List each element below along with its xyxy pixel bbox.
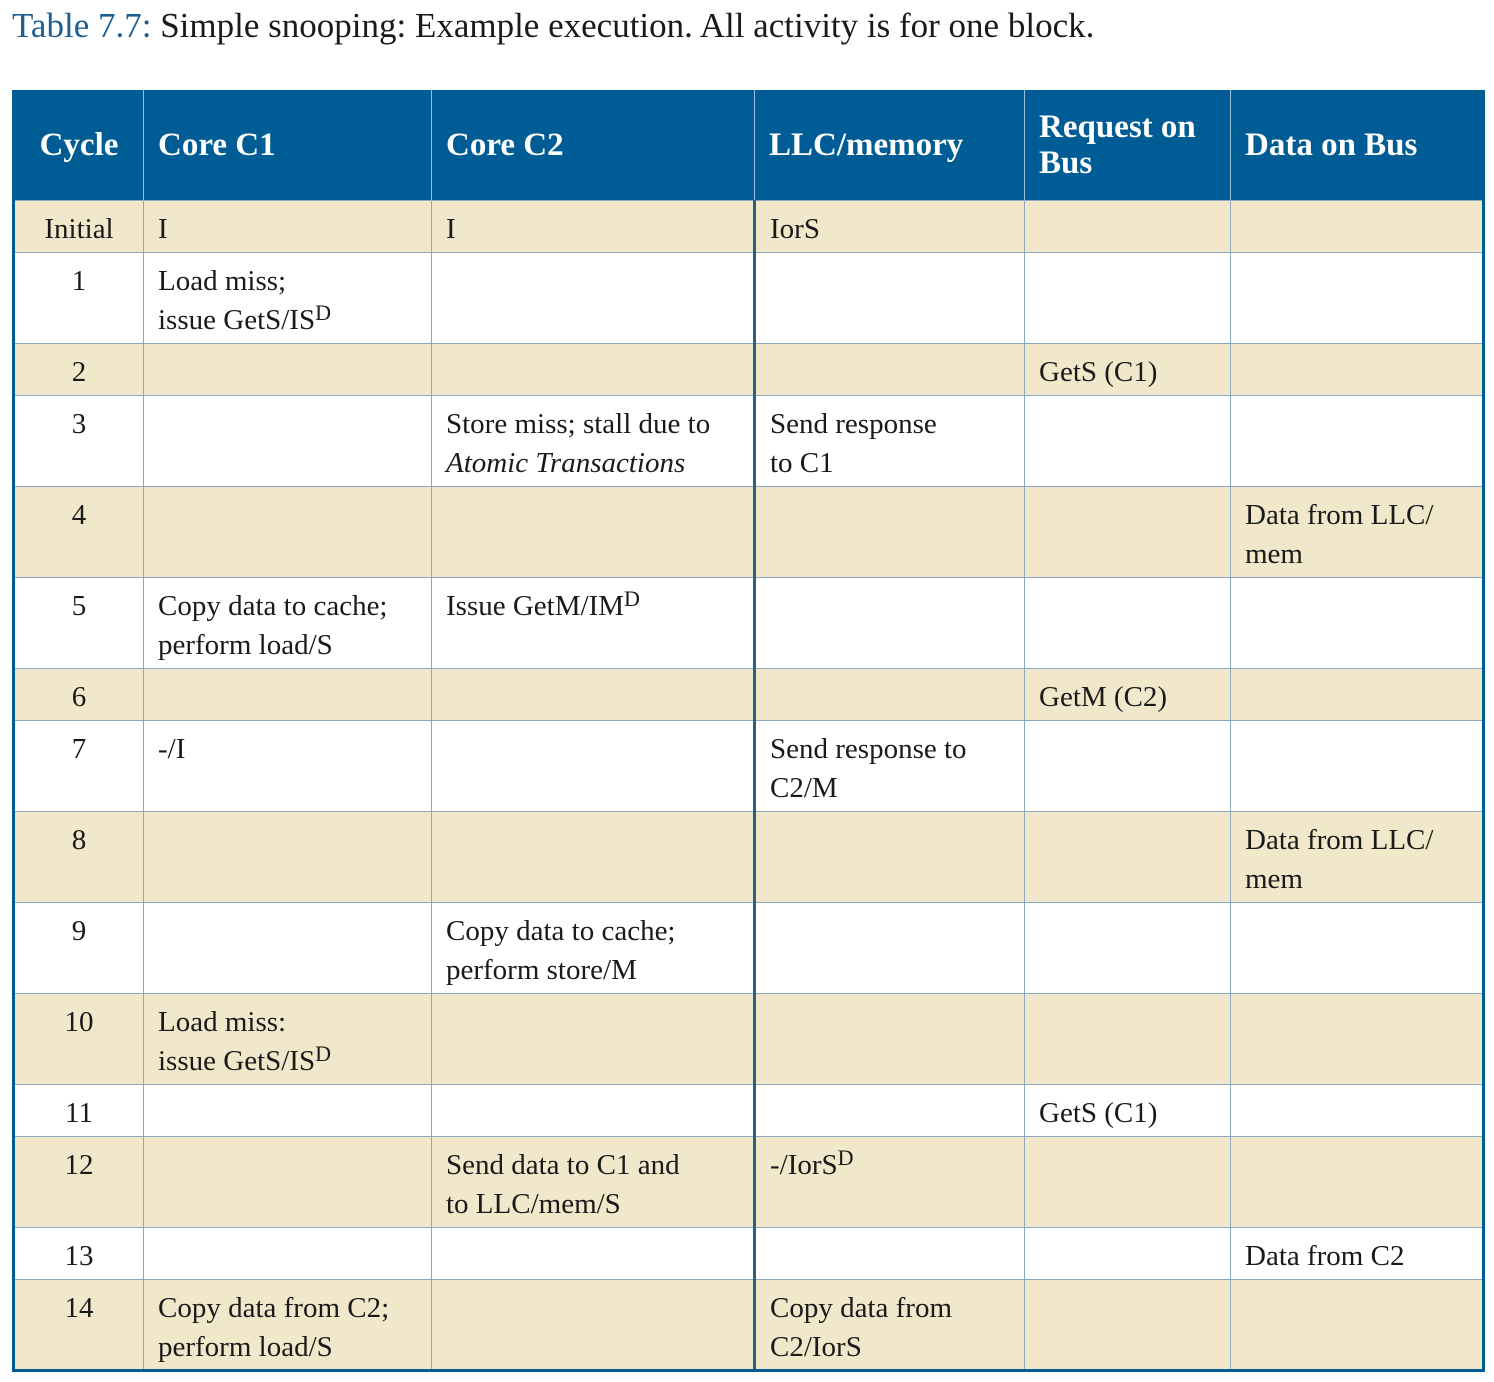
table-row-12 [14, 1136, 1484, 1227]
cell-core-c1 [144, 343, 432, 395]
cell-request-on-bus [1025, 577, 1231, 668]
cell-data-on-bus: Data from C2 [1231, 1227, 1484, 1279]
cell-llc-memory [755, 577, 1025, 668]
cell-core-c2: I [432, 200, 755, 252]
cell-request-on-bus [1025, 1279, 1231, 1370]
table-row-4 [14, 486, 1484, 577]
cell-core-c2 [432, 720, 755, 811]
table-row-10 [14, 993, 1484, 1084]
cell-cycle: 5 [14, 577, 144, 668]
table-row-8 [14, 811, 1484, 902]
caption-text: Simple snooping: Example execution. All activity is for one block. [151, 6, 1095, 45]
table-row-14 [14, 1279, 1484, 1370]
cell-cycle: 13 [14, 1227, 144, 1279]
cell-llc-memory [755, 993, 1025, 1084]
cell-request-on-bus [1025, 902, 1231, 993]
snooping-execution-table [12, 90, 1485, 1372]
header-llc-memory: LLC/memory [755, 90, 1025, 200]
cell-core-c1 [144, 395, 432, 486]
table-header-row [14, 90, 1484, 200]
cell-llc-memory: Send response to C1 [755, 395, 1025, 486]
cell-llc-memory: -/IorS$^D$ [755, 1136, 1025, 1227]
cell-core-c1: -/I [144, 720, 432, 811]
cell-data-on-bus: Data from LLC/ mem [1231, 486, 1484, 577]
cell-llc-memory [755, 343, 1025, 395]
cell-cycle: 7 [14, 720, 144, 811]
cell-core-c2 [432, 993, 755, 1084]
cell-core-c1 [144, 1136, 432, 1227]
cell-core-c2 [432, 486, 755, 577]
cell-cycle: 1 [14, 252, 144, 343]
cell-cycle: 2 [14, 343, 144, 395]
cell-core-c1 [144, 1227, 432, 1279]
header-data-on-bus: Data on Bus [1231, 90, 1484, 200]
cell-core-c2 [432, 252, 755, 343]
cell-core-c2: Copy data to cache; perform store/M [432, 902, 755, 993]
cell-data-on-bus [1231, 993, 1484, 1084]
cell-core-c2 [432, 343, 755, 395]
cell-llc-memory [755, 902, 1025, 993]
cell-data-on-bus [1231, 252, 1484, 343]
cell-data-on-bus [1231, 395, 1484, 486]
cell-core-c1: Copy data to cache; perform load/S [144, 577, 432, 668]
cell-llc-memory [755, 1227, 1025, 1279]
cell-core-c2 [432, 1227, 755, 1279]
cell-core-c1 [144, 486, 432, 577]
header-core-c1: Core C1 [144, 90, 432, 200]
cell-cycle: Initial [14, 200, 144, 252]
cell-cycle: 3 [14, 395, 144, 486]
cell-core-c2: Issue GetM/$IM^D$ [432, 577, 755, 668]
table-row-6 [14, 668, 1484, 720]
cell-request-on-bus [1025, 395, 1231, 486]
cell-cycle: 9 [14, 902, 144, 993]
table-row-initial [14, 200, 1484, 252]
cell-cycle: 11 [14, 1084, 144, 1136]
cell-request-on-bus [1025, 1136, 1231, 1227]
cell-request-on-bus [1025, 720, 1231, 811]
cell-core-c1: Load miss: issue GetS/$IS^D$ [144, 993, 432, 1084]
cell-core-c2 [432, 1084, 755, 1136]
cell-core-c1 [144, 811, 432, 902]
table-row-3 [14, 395, 1484, 486]
cell-request-on-bus [1025, 993, 1231, 1084]
cell-core-c1 [144, 1084, 432, 1136]
cell-core-c1: Load miss; issue GetS/$IS^D$ [144, 252, 432, 343]
cell-llc-memory: Copy data from C2/IorS [755, 1279, 1025, 1370]
cell-llc-memory [755, 1084, 1025, 1136]
cell-request-on-bus [1025, 252, 1231, 343]
cell-data-on-bus [1231, 577, 1484, 668]
cell-core-c1 [144, 902, 432, 993]
cell-core-c2 [432, 1279, 755, 1370]
caption-label: Table 7.7: [12, 6, 152, 45]
cell-data-on-bus [1231, 343, 1484, 395]
header-request-on-bus: Request on Bus [1025, 90, 1231, 200]
cell-cycle: 12 [14, 1136, 144, 1227]
cell-request-on-bus [1025, 811, 1231, 902]
cell-llc-memory: IorS [755, 200, 1025, 252]
cell-request-on-bus: GetM (C2) [1025, 668, 1231, 720]
cell-core-c2: Store miss; stall due to Atomic Transactions [432, 395, 755, 486]
cell-cycle: 8 [14, 811, 144, 902]
cell-llc-memory [755, 668, 1025, 720]
cell-data-on-bus [1231, 720, 1484, 811]
table-row-11 [14, 1084, 1484, 1136]
header-cycle: Cycle [14, 90, 144, 200]
cell-request-on-bus [1025, 486, 1231, 577]
cell-llc-memory: Send response to C2/M [755, 720, 1025, 811]
cell-core-c2 [432, 811, 755, 902]
cell-llc-memory [755, 486, 1025, 577]
table-row-1 [14, 252, 1484, 343]
table-row-7 [14, 720, 1484, 811]
table-caption [12, 6, 1094, 46]
table-row-2 [14, 343, 1484, 395]
table-row-9 [14, 902, 1484, 993]
cell-data-on-bus [1231, 1279, 1484, 1370]
cell-request-on-bus [1025, 1227, 1231, 1279]
cell-data-on-bus [1231, 1136, 1484, 1227]
cell-request-on-bus: GetS (C1) [1025, 343, 1231, 395]
cell-core-c1: I [144, 200, 432, 252]
table-row-5 [14, 577, 1484, 668]
cell-core-c1: Copy data from C2; perform load/S [144, 1279, 432, 1370]
cell-data-on-bus [1231, 902, 1484, 993]
cell-core-c2 [432, 668, 755, 720]
cell-cycle: 6 [14, 668, 144, 720]
cell-request-on-bus [1025, 200, 1231, 252]
cell-llc-memory [755, 252, 1025, 343]
cell-data-on-bus [1231, 1084, 1484, 1136]
cell-request-on-bus: GetS (C1) [1025, 1084, 1231, 1136]
cell-data-on-bus: Data from LLC/ mem [1231, 811, 1484, 902]
cell-cycle: 4 [14, 486, 144, 577]
cell-cycle: 14 [14, 1279, 144, 1370]
cell-llc-memory [755, 811, 1025, 902]
cell-cycle: 10 [14, 993, 144, 1084]
cell-data-on-bus [1231, 200, 1484, 252]
cell-core-c2: Send data to C1 and to LLC/mem/S [432, 1136, 755, 1227]
header-core-c2: Core C2 [432, 90, 755, 200]
cell-data-on-bus [1231, 668, 1484, 720]
cell-core-c1 [144, 668, 432, 720]
table-row-13 [14, 1227, 1484, 1279]
